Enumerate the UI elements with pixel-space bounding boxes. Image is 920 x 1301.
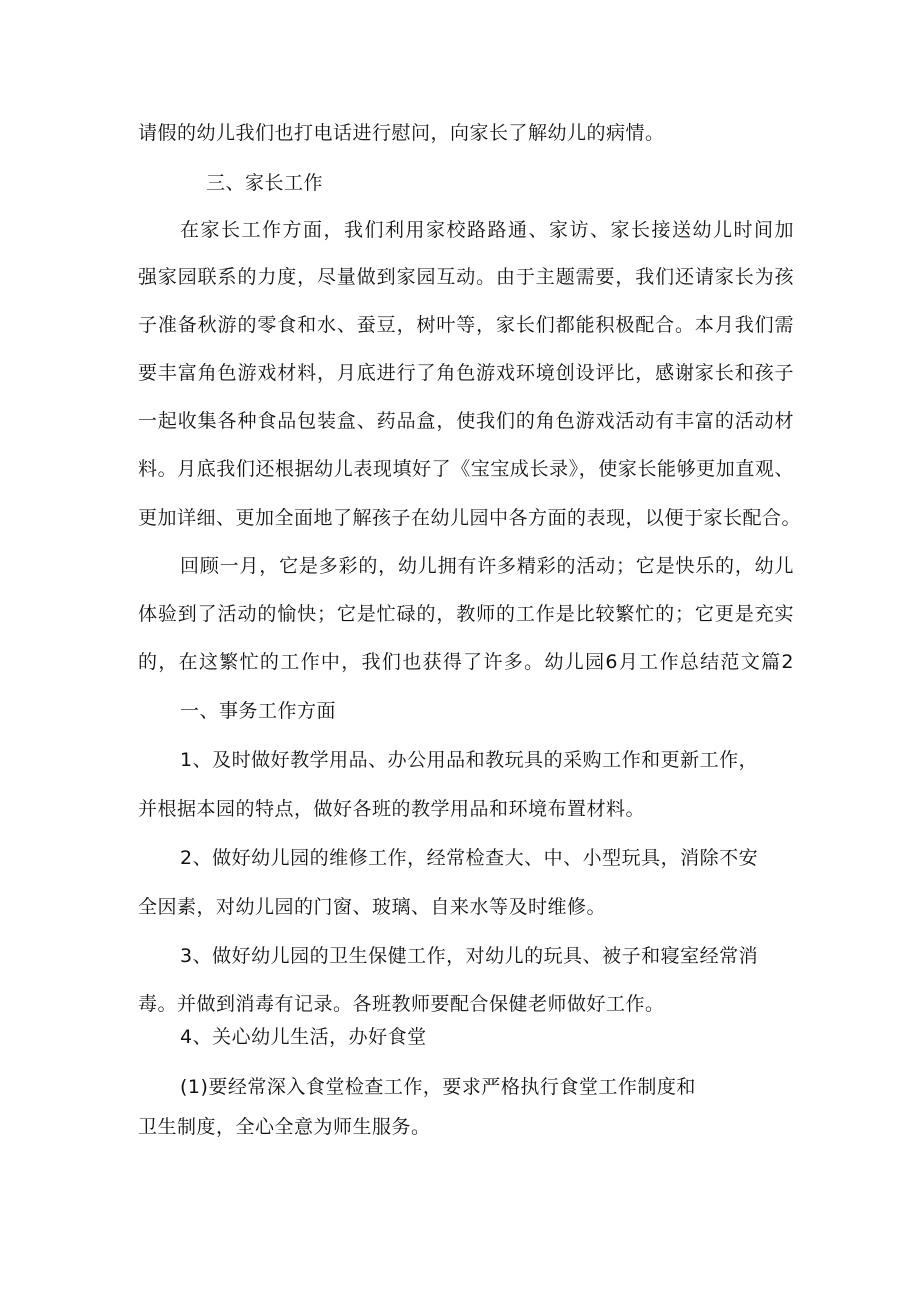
list-item-line: 全因素，对幼儿园的门窗、玻璃、自来水等及时维修。: [138, 896, 607, 918]
paragraph-line: 强家园联系的力度，尽量做到家园互动。由于主题需要，我们还请家长为孩: [138, 266, 794, 288]
list-item-line: 毒。并做到消毒有记录。各班教师要配合保健老师做好工作。: [138, 993, 665, 1015]
list-item-line: (1)要经常深入食堂检查工作，要求严格执行食堂工作制度和: [180, 1076, 696, 1098]
paragraph-line: 要丰富角色游戏材料，月底进行了角色游戏环境创设评比，感谢家长和孩子: [138, 362, 794, 384]
paragraph-line: 回顾一月，它是多彩的，幼儿拥有许多精彩的活动；它是快乐的，幼儿: [180, 555, 794, 577]
section-heading: 一、事务工作方面: [180, 700, 337, 722]
paragraph-line: 的，在这繁忙的工作中，我们也获得了许多。幼儿园6月工作总结范文篇2: [138, 651, 794, 673]
list-item-line: 并根据本园的特点，做好各班的教学用品和环境布置材料。: [138, 798, 646, 820]
paragraph-line: 料。月底我们还根据幼儿表现填好了《宝宝成长录》，使家长能够更加直观、: [138, 458, 794, 480]
list-item-line: 1、及时做好教学用品、办公用品和教玩具的采购工作和更新工作，: [180, 749, 759, 771]
paragraph-line: 请假的幼儿我们也打电话进行慰问，向家长了解幼儿的病情。: [138, 122, 665, 144]
paragraph-line: 更加详细、更加全面地了解孩子在幼儿园中各方面的表现，以便于家长配合。: [138, 507, 802, 529]
list-item-line: 卫生制度，全心全意为师生服务。: [138, 1116, 431, 1138]
paragraph-line: 在家长工作方面，我们利用家校路路通、家访、家长接送幼儿时间加: [180, 219, 794, 241]
list-item-line: 2、做好幼儿园的维修工作，经常检查大、中、小型玩具，消除不安: [180, 847, 759, 869]
section-heading: 三、家长工作: [206, 172, 324, 194]
list-item-line: 4、关心幼儿生活，办好食堂: [180, 1026, 427, 1048]
list-item-line: 3、做好幼儿园的卫生保健工作，对幼儿的玩具、被子和寝室经常消: [180, 945, 759, 967]
paragraph-line: 子准备秋游的零食和水、蚕豆，树叶等，家长们都能积极配合。本月我们需: [138, 314, 794, 336]
paragraph-line: 体验到了活动的愉快；它是忙碌的，教师的工作是比较繁忙的；它更是充实: [138, 603, 794, 625]
paragraph-line: 一起收集各种食品包装盒、药品盒，使我们的角色游戏活动有丰富的活动材: [138, 410, 794, 432]
